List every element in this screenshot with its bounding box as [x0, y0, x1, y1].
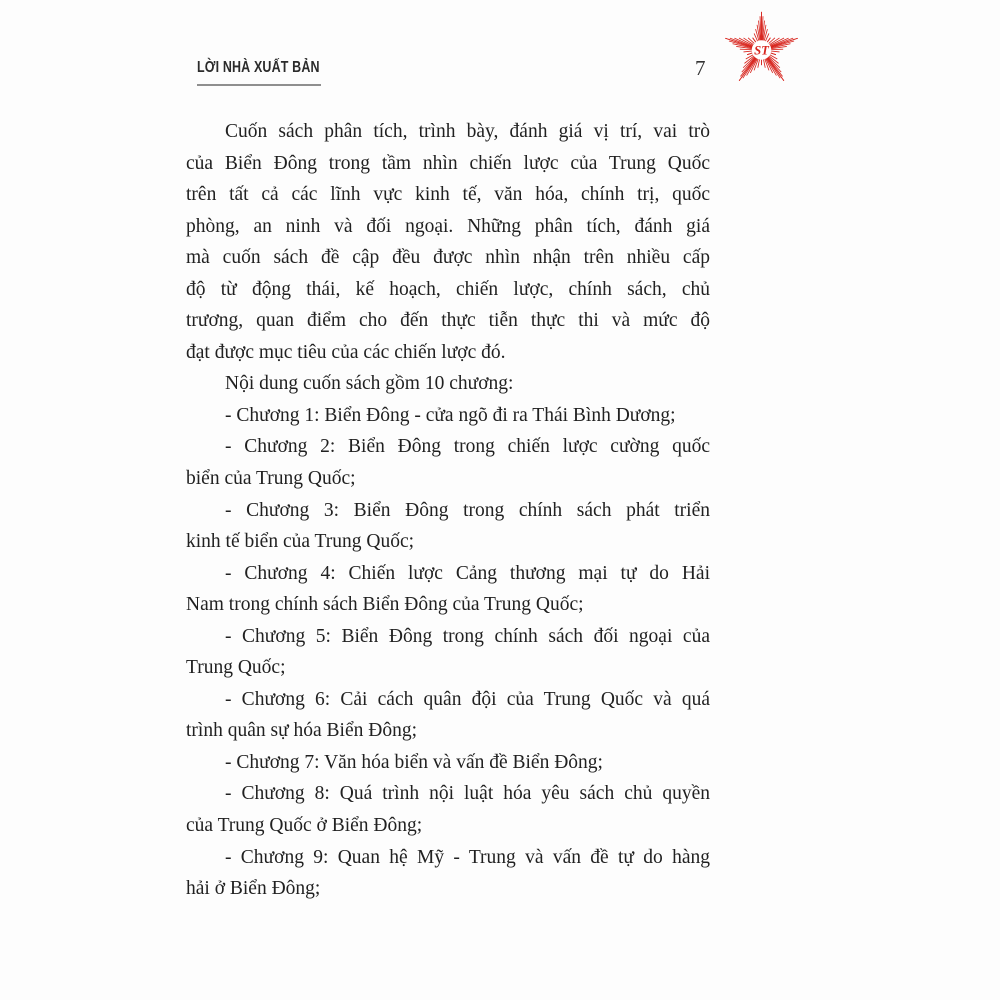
text-line: trương, quan điểm cho đến thực tiễn thực thi và mức độ — [186, 310, 710, 332]
text-line: - Chương 8: Quá trình nội luật hóa yêu sách chủ quyền — [225, 783, 710, 805]
text-line: hải ở Biển Đông; — [186, 878, 321, 900]
text-line: Trung Quốc; — [186, 657, 286, 679]
running-header — [197, 59, 321, 86]
text-line: - Chương 5: Biển Đông trong chính sách đối ngoại của — [225, 625, 710, 647]
text-line: - Chương 3: Biển Đông trong chính sách phát triển — [225, 499, 710, 521]
page-body — [186, 116, 710, 905]
text-line: - Chương 1: Biển Đông - cửa ngõ đi ra Thái Bình Dương; — [225, 404, 676, 426]
text-line: Nội dung cuốn sách gồm 10 chương: — [225, 373, 514, 395]
publisher-star-icon — [721, 9, 803, 91]
text-line: - Chương 9: Quan hệ Mỹ - Trung và vấn đề tự do hàng — [225, 846, 710, 868]
publisher-monogram: ST — [754, 43, 769, 58]
text-line: trình quân sự hóa Biển Đông; — [186, 720, 418, 742]
text-line: phòng, an ninh và đối ngoại. Những phân tích, đánh giá — [186, 215, 710, 237]
text-line: - Chương 4: Chiến lược Cảng thương mại tự do Hải — [225, 562, 710, 584]
text-line: - Chương 6: Cải cách quân đội của Trung Quốc và quá — [225, 688, 710, 710]
text-line: - Chương 7: Văn hóa biển và vấn đề Biển Đông; — [225, 751, 603, 773]
text-line: biển của Trung Quốc; — [186, 468, 356, 490]
section-title: LỜI NHÀ XUẤT BẢN — [197, 59, 320, 76]
text-line: mà cuốn sách đề cập đều được nhìn nhận trên nhiều cấp — [186, 247, 710, 269]
text-line: của Trung Quốc ở Biển Đông; — [186, 815, 423, 837]
text-line: đạt được mục tiêu của các chiến lược đó. — [186, 341, 506, 363]
text-line: của Biển Đông trong tầm nhìn chiến lược của Trung Quốc — [186, 152, 710, 174]
text-line: - Chương 2: Biển Đông trong chiến lược cường quốc — [225, 436, 710, 458]
page-number: 7 — [695, 56, 706, 80]
text-line: kinh tế biển của Trung Quốc; — [186, 531, 415, 553]
text-line: Nam trong chính sách Biển Đông của Trung Quốc; — [186, 594, 584, 616]
text-line: trên tất cả các lĩnh vực kinh tế, văn hóa, chính trị, quốc — [186, 184, 710, 206]
text-line: Cuốn sách phân tích, trình bày, đánh giá vị trí, vai trò — [225, 121, 710, 142]
text-line: độ từ động thái, kế hoạch, chiến lược, chính sách, chủ — [186, 278, 710, 300]
